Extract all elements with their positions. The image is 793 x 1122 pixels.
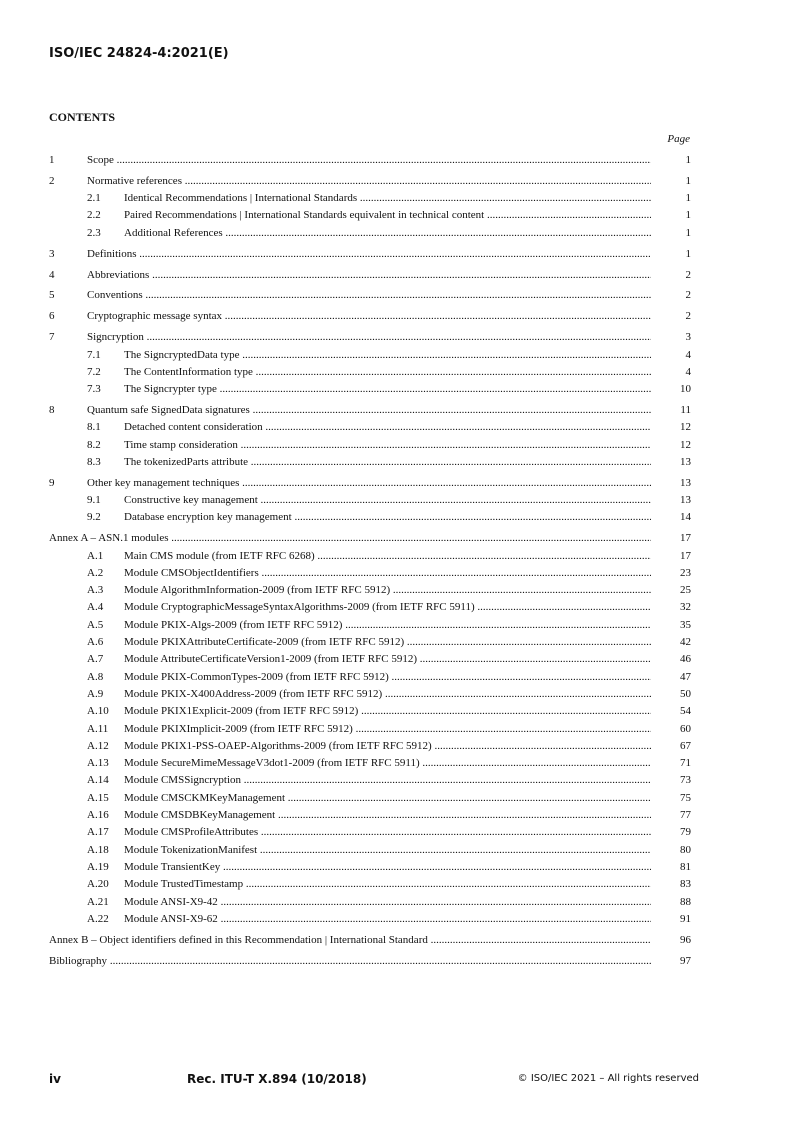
toc-entry-page: 42 xyxy=(680,636,691,649)
toc-entry[interactable] xyxy=(49,859,691,876)
toc-entry-page: 75 xyxy=(680,791,691,804)
toc-entry[interactable] xyxy=(49,329,691,346)
toc-entry[interactable] xyxy=(49,703,691,720)
toc-entry-number: A.20 xyxy=(87,878,109,891)
toc-entry-number: A.8 xyxy=(87,670,104,683)
toc-entry-page: 1 xyxy=(685,174,691,187)
toc-entry[interactable] xyxy=(49,402,691,419)
toc-entry-page: 2 xyxy=(685,310,691,323)
toc-entry-title: Paired Recommendations | International Standards equivalent in technical content ..... xyxy=(124,207,651,224)
toc-entry[interactable] xyxy=(49,548,691,565)
toc-entry-page: 11 xyxy=(680,404,691,417)
toc-entry-page: 81 xyxy=(680,860,691,873)
toc-entry-page: 47 xyxy=(680,670,691,683)
toc-entry-title: Abbreviations ..... xyxy=(87,267,651,284)
toc-entry-title: The tokenizedParts attribute ..... xyxy=(124,454,651,471)
page-column-label: Page xyxy=(667,133,690,145)
toc-entry-title: The Signcrypter type ..... xyxy=(124,381,651,398)
toc-entry[interactable] xyxy=(49,152,691,169)
toc-entry-page: 97 xyxy=(680,954,691,967)
contents-heading: CONTENTS xyxy=(49,110,116,124)
toc-entry[interactable] xyxy=(49,454,691,471)
toc-entry-page: 25 xyxy=(680,584,691,597)
toc-entry[interactable] xyxy=(49,755,691,772)
toc-entry[interactable] xyxy=(49,686,691,703)
toc-entry-page: 1 xyxy=(685,209,691,222)
toc-entry-page: 2 xyxy=(685,268,691,281)
toc-entry-number: A.22 xyxy=(87,912,109,925)
toc-entry-title: Scope ..... xyxy=(87,152,651,169)
toc-entry-title: Other key management techniques ..... xyxy=(87,475,651,492)
table-of-contents xyxy=(49,152,691,970)
toc-entry-title: Module PKIXImplicit-2009 (from IETF RFC 5912) ..... xyxy=(124,721,651,738)
toc-entry-title: Module CryptographicMessageSyntaxAlgorithms-2009 (from IETF RFC 5911) ..... xyxy=(124,599,651,616)
toc-entry-title: Normative references ..... xyxy=(87,173,651,190)
toc-entry-number: A.18 xyxy=(87,843,109,856)
toc-entry-page: 88 xyxy=(680,895,691,908)
toc-entry-page: 1 xyxy=(685,154,691,166)
toc-entry-title: Definitions ..... xyxy=(87,246,651,263)
toc-entry[interactable] xyxy=(49,347,691,364)
toc-entry[interactable] xyxy=(49,225,691,242)
toc-entry-title: Database encryption key management ..... xyxy=(124,509,651,526)
toc-entry-page: 2 xyxy=(685,289,691,302)
toc-entry[interactable] xyxy=(49,381,691,398)
toc-entry-number: A.2 xyxy=(87,566,104,579)
toc-entry-number: 2.1 xyxy=(87,192,101,205)
toc-entry-title: Cryptographic message syntax ..... xyxy=(87,308,651,325)
toc-entry-title: Module ANSI-X9-42 ..... xyxy=(124,894,651,911)
toc-entry-number: A.15 xyxy=(87,791,109,804)
toc-entry-page: 4 xyxy=(685,348,691,361)
toc-entry-number: A.16 xyxy=(87,809,109,822)
toc-entry-title: Module PKIX-Algs-2009 (from IETF RFC 5912) ..... xyxy=(124,617,651,634)
toc-entry-page: 73 xyxy=(680,774,691,787)
toc-entry[interactable] xyxy=(49,530,691,547)
toc-entry-title: Module TrustedTimestamp ..... xyxy=(124,876,651,893)
toc-entry[interactable] xyxy=(49,437,691,454)
toc-entry-title: Module CMSSigncryption ..... xyxy=(124,772,651,789)
toc-entry-page: 4 xyxy=(685,365,691,378)
toc-entry-number: 9.2 xyxy=(87,511,101,524)
toc-entry-page: 17 xyxy=(680,549,691,562)
toc-entry-page: 1 xyxy=(685,247,691,260)
toc-entry-page: 17 xyxy=(680,532,691,545)
footer-recommendation: Rec. ITU-T X.894 (10/2018) xyxy=(187,1072,367,1086)
toc-entry-title: Main CMS module (from IETF RFC 6268) ..... xyxy=(124,548,651,565)
toc-entry-page: 14 xyxy=(680,511,691,524)
page-footer xyxy=(49,1072,699,1088)
toc-entry[interactable] xyxy=(49,419,691,436)
toc-entry-page: 12 xyxy=(680,438,691,451)
toc-entry-number: 8.2 xyxy=(87,438,101,451)
toc-entry-page: 32 xyxy=(680,601,691,614)
toc-entry-title: Module SecureMimeMessageV3dot1-2009 (from IETF RFC 5911) ..... xyxy=(124,755,651,772)
toc-entry-number: 7.2 xyxy=(87,365,101,378)
toc-entry-page: 1 xyxy=(685,226,691,239)
toc-entry-number: A.1 xyxy=(87,549,104,562)
toc-entry-title: Additional References ..... xyxy=(124,225,651,242)
toc-entry-number: 2.3 xyxy=(87,226,101,239)
toc-entry-number: A.21 xyxy=(87,895,109,908)
toc-entry[interactable] xyxy=(49,173,691,190)
toc-entry-title: Module CMSDBKeyManagement ..... xyxy=(124,807,651,824)
toc-entry-number: 1 xyxy=(49,154,55,166)
toc-entry[interactable] xyxy=(49,308,691,325)
toc-entry[interactable] xyxy=(49,634,691,651)
toc-entry[interactable] xyxy=(49,876,691,893)
toc-entry-number: 3 xyxy=(49,247,55,260)
toc-entry-number: 7.3 xyxy=(87,383,101,396)
toc-entry-title: Annex A – ASN.1 modules ..... xyxy=(49,530,651,547)
toc-entry-number: 2.2 xyxy=(87,209,101,222)
toc-entry[interactable] xyxy=(49,807,691,824)
toc-entry[interactable] xyxy=(49,772,691,789)
toc-entry[interactable] xyxy=(49,582,691,599)
toc-entry-title: Detached content consideration ..... xyxy=(124,419,651,436)
toc-entry-title: Module PKIX-X400Address-2009 (from IETF RFC 5912) ..... xyxy=(124,686,651,703)
toc-entry[interactable] xyxy=(49,651,691,668)
toc-entry-title: Module AttributeCertificateVersion1-2009 (from IETF RFC 5912) ..... xyxy=(124,651,651,668)
toc-entry-number: 7.1 xyxy=(87,348,101,361)
toc-entry[interactable] xyxy=(49,953,691,970)
toc-entry-title: Module TransientKey ..... xyxy=(124,859,651,876)
toc-entry[interactable] xyxy=(49,364,691,381)
toc-entry-title: The SigncryptedData type ..... xyxy=(124,347,651,364)
toc-entry-title: Module CMSCKMKeyManagement ..... xyxy=(124,790,651,807)
toc-entry-title: Module CMSProfileAttributes ..... xyxy=(124,824,651,841)
toc-entry[interactable] xyxy=(49,475,691,492)
toc-entry-number: A.7 xyxy=(87,653,104,666)
toc-entry-number: 8.1 xyxy=(87,421,101,434)
toc-entry-page: 83 xyxy=(680,878,691,891)
toc-entry-number: 8 xyxy=(49,404,55,417)
toc-entry-page: 46 xyxy=(680,653,691,666)
toc-entry-number: A.13 xyxy=(87,757,109,770)
toc-entry[interactable] xyxy=(49,721,691,738)
toc-entry-page: 71 xyxy=(680,757,691,770)
toc-entry-page: 13 xyxy=(680,476,691,489)
toc-entry-number: A.11 xyxy=(87,722,109,735)
toc-entry-number: A.9 xyxy=(87,687,104,700)
toc-entry[interactable] xyxy=(49,842,691,859)
toc-entry-title: Conventions ..... xyxy=(87,287,651,304)
toc-entry-title: Identical Recommendations | International Standards ..... xyxy=(124,190,651,207)
toc-entry[interactable] xyxy=(49,565,691,582)
toc-entry-page: 67 xyxy=(680,739,691,752)
toc-entry[interactable] xyxy=(49,599,691,616)
toc-entry[interactable] xyxy=(49,287,691,304)
toc-entry-number: A.12 xyxy=(87,739,109,752)
toc-entry-title: Time stamp consideration ..... xyxy=(124,437,651,454)
toc-entry-page: 91 xyxy=(680,912,691,925)
toc-entry[interactable] xyxy=(49,824,691,841)
toc-entry-title: Module ANSI-X9-62 ..... xyxy=(124,911,651,928)
toc-entry[interactable] xyxy=(49,246,691,263)
document-id-header: ISO/IEC 24824-4:2021(E) xyxy=(49,46,229,61)
toc-entry[interactable] xyxy=(49,790,691,807)
toc-entry[interactable] xyxy=(49,894,691,911)
toc-entry-page: 13 xyxy=(680,494,691,507)
toc-entry-number: A.14 xyxy=(87,774,109,787)
toc-entry-title: Module CMSObjectIdentifiers ..... xyxy=(124,565,651,582)
toc-entry-page: 3 xyxy=(685,331,691,344)
toc-entry-title: Annex B – Object identifiers defined in this Recommendation | International Standard ..... xyxy=(49,932,651,949)
toc-entry-number: A.6 xyxy=(87,636,104,649)
toc-entry-page: 60 xyxy=(680,722,691,735)
footer-copyright: © ISO/IEC 2021 – All rights reserved xyxy=(517,1073,699,1084)
toc-entry-title: Constructive key management ..... xyxy=(124,492,651,509)
toc-entry[interactable] xyxy=(49,190,691,207)
toc-entry-page: 13 xyxy=(680,455,691,468)
toc-entry-title: The ContentInformation type ..... xyxy=(124,364,651,381)
toc-entry[interactable] xyxy=(49,207,691,224)
toc-entry-number: A.4 xyxy=(87,601,104,614)
toc-entry-title: Module PKIX1Explicit-2009 (from IETF RFC 5912) ..... xyxy=(124,703,651,720)
toc-entry-page: 50 xyxy=(680,687,691,700)
toc-entry-page: 79 xyxy=(680,826,691,839)
toc-entry[interactable] xyxy=(49,492,691,509)
toc-entry-title: Signcryption ..... xyxy=(87,329,651,346)
footer-page-number: iv xyxy=(49,1072,61,1086)
toc-entry-number: 9.1 xyxy=(87,494,101,507)
toc-entry-page: 77 xyxy=(680,809,691,822)
toc-entry-title: Module PKIX1-PSS-OAEP-Algorithms-2009 (from IETF RFC 5912) ..... xyxy=(124,738,651,755)
toc-entry-page: 96 xyxy=(680,933,691,946)
toc-entry-number: A.10 xyxy=(87,705,109,718)
toc-entry[interactable] xyxy=(49,509,691,526)
toc-entry-number: A.19 xyxy=(87,860,109,873)
toc-entry-page: 1 xyxy=(685,192,691,205)
toc-entry[interactable] xyxy=(49,911,691,928)
toc-entry-page: 54 xyxy=(680,705,691,718)
toc-entry[interactable] xyxy=(49,267,691,284)
toc-entry-title: Module PKIXAttributeCertificate-2009 (from IETF RFC 5912) ..... xyxy=(124,634,651,651)
toc-entry-page: 12 xyxy=(680,421,691,434)
toc-entry-number: A.3 xyxy=(87,584,104,597)
toc-entry-page: 35 xyxy=(680,618,691,631)
toc-entry-page: 10 xyxy=(680,383,691,396)
toc-entry-page: 23 xyxy=(680,566,691,579)
toc-entry-number: 4 xyxy=(49,268,55,281)
toc-entry-number: 2 xyxy=(49,174,55,187)
toc-entry[interactable] xyxy=(49,932,691,949)
toc-entry-number: 8.3 xyxy=(87,455,101,468)
toc-entry-title: Module TokenizationManifest ..... xyxy=(124,842,651,859)
toc-entry-title: Bibliography ..... xyxy=(49,953,651,970)
toc-entry-number: 7 xyxy=(49,331,55,344)
toc-entry-title: Module PKIX-CommonTypes-2009 (from IETF RFC 5912) ..... xyxy=(124,669,651,686)
toc-entry-number: A.17 xyxy=(87,826,109,839)
toc-entry-number: 6 xyxy=(49,310,55,323)
toc-entry-title: Quantum safe SignedData signatures ..... xyxy=(87,402,651,419)
toc-entry-title: Module AlgorithmInformation-2009 (from IETF RFC 5912) ..... xyxy=(124,582,651,599)
toc-entry[interactable] xyxy=(49,617,691,634)
toc-entry-number: 5 xyxy=(49,289,55,302)
toc-entry[interactable] xyxy=(49,738,691,755)
toc-entry-number: 9 xyxy=(49,476,55,489)
toc-entry[interactable] xyxy=(49,669,691,686)
toc-entry-number: A.5 xyxy=(87,618,104,631)
toc-entry-page: 80 xyxy=(680,843,691,856)
